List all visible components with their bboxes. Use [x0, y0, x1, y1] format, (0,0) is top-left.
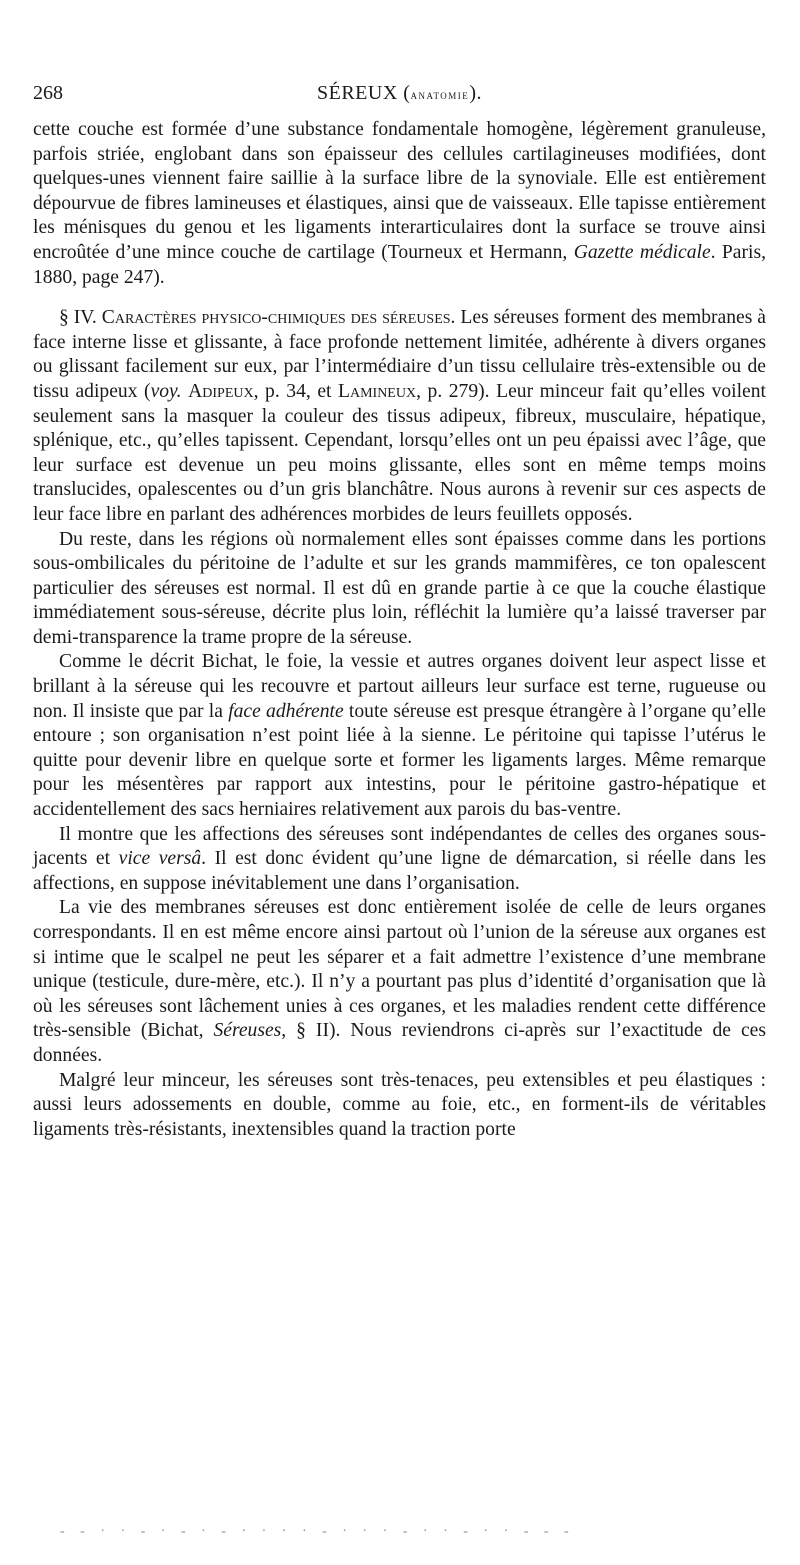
voy-abbrev: voy.	[150, 380, 182, 402]
paragraph-2-text-a: Les séreuses forment des membranes à face interne lisse et glissante, à face profonde nettement limitée, adhérente à divers organes ou glissant facilement sur eux, par l’intermédiaire d’un tissu cellulaire très-extensible ou de tissu adipeux (	[33, 307, 766, 402]
paragraph-6-text-a: La vie des membranes séreuses est donc entièrement isolée de celle de leurs organes correspondants. Il en est même encore ainsi partout où l’union de la séreuse aux organes est si intime que le scalpel ne peut les séparer et a fait admettre l’existence d’une membrane unique (testicule, dure-mère, etc.). Il n’y a pourtant pas plus d’identité d’organisation que là où les séreuses sont lâchement unies à ces organes, et les maladies rendent cette différence très-sensible (Bichat,	[33, 897, 766, 1042]
paragraph-4-text-a: Comme le décrit Bichat, le foie, la vessie et autres organes doivent leur aspect lisse et brillant à la séreuse qui les recouvre et partout ailleurs leur surface est terne, rugueuse ou non. Il insiste que par la	[33, 651, 766, 722]
paragraph-4-text-b: toute séreuse est presque étrangère à l’organe qu’elle entoure ; son organisation n’est point liée à la sienne. Le péritoine qui tapisse l’utérus le quitte pour devenir libre en quelque sorte et former les ligaments larges. Même remarque pour les mésentères par rapport aux intestins, pour le péritoine gastro-hépatique et accidentellement des sacs herniaires relativement aux parois du bas-ventre.	[33, 700, 766, 821]
running-header	[33, 82, 766, 118]
paragraph-1-end: . Paris, 1880, page 247).	[33, 241, 766, 288]
paragraph-3: Du reste, dans les régions où normalement elles sont épaisses comme dans les portions sous-ombilicales du péritoine de l’adulte et sur les grands mammifères, ce ton opalescent particulier des séreuses est normal. Il est dû en grande partie à ce que la couche élastique immédiatement sous-séreuse, décrite plus loin, réfléchit la lumière qu’a laissé traverser par demi-transparence la trame propre de la séreuse.	[33, 528, 766, 648]
paragraph-1	[33, 118, 766, 290]
paragraph-2-text-c: , p. 34, et	[253, 380, 338, 402]
paragraph-2	[33, 306, 766, 527]
section-heading: Caractères physico-chimiques des séreuses.	[101, 307, 456, 329]
paragraph-1-text: cette couche est formée d’une substance fondamentale homogène, légèrement granuleuse, parfois striée, englobant dans son épaisseur des cellules cartilagineuses modifiées, dont quelques-unes viennent faire saillie à la surface libre de la synoviale. Elle est entièrement dépourvue de fibres lamineuses et élastiques, ainsi que de vaisseaux. Elle tapisse entièrement les ménisques du genou et les ligaments interarticulaires dont la surface se trouve ainsi encroûtée d’une mince couche de cartilage (Tourneux et Hermann,	[33, 119, 766, 263]
section-number: § IV.	[59, 307, 102, 329]
page	[33, 82, 766, 1142]
ref-adipeux: Adipeux	[188, 380, 254, 402]
paragraph-5-italic: vice versâ	[118, 848, 202, 870]
running-title	[33, 82, 766, 105]
paragraph-6-text-b: , § II). Nous reviendrons ci-après sur l’exactitude de ces données.	[33, 1020, 766, 1066]
running-title-paren-open: (	[397, 82, 411, 104]
paragraph-6-italic: Séreuses	[213, 1020, 282, 1042]
body-text	[33, 118, 766, 1142]
running-title-main: SÉREUX	[317, 82, 398, 104]
paragraph-5-text-b: . Il est donc évident qu’une ligne de démarcation, si réelle dans les affections, en suppose inévitablement une dans l’organisation.	[33, 848, 767, 894]
paragraph-5-text-a: Il montre que les affections des séreuses sont indépendantes de celles des organes sous-jacents et	[33, 823, 766, 870]
paragraph-6	[33, 896, 766, 1068]
running-title-subject: anatomie	[410, 87, 470, 102]
running-title-paren-close: ).	[469, 82, 482, 104]
ref-lamineux: Lamineux	[338, 380, 417, 402]
paragraph-4	[33, 650, 766, 822]
paragraph-4-italic: face adhérente	[228, 700, 344, 722]
journal-title: Gazette médicale	[573, 241, 711, 263]
paragraph-7: Malgré leur minceur, les séreuses sont très-tenaces, peu extensibles et peu élastiques : aussi leurs adossements en double, comme au foie, etc., en forment-ils de véritables ligaments très-résistants, inextensibles quand la traction porte	[33, 1069, 766, 1140]
page-number: 268	[33, 82, 63, 104]
footer-decoration: - - · · - · - · - · · · · - · · · - · · - · · - - -	[60, 1524, 575, 1539]
paragraph-5	[33, 823, 766, 897]
paragraph-2-text-d: , p. 279). Leur minceur fait qu’elles voilent seulement sans la masquer la couleur des tissus adipeux, fibreux, musculaire, hépatique, splénique, etc., qu’elles tapissent. Cependant, lorsqu’elles ont un peu épaissi avec l’âge, que leur surface est devenue un peu moins glissante, elles sont en même temps moins translucides, opalescentes ou d’un gris blanchâtre. Nous aurons à revenir sur ces aspects de leur face libre en parlant des adhérences morbides de leurs feuillets opposés.	[33, 380, 766, 525]
